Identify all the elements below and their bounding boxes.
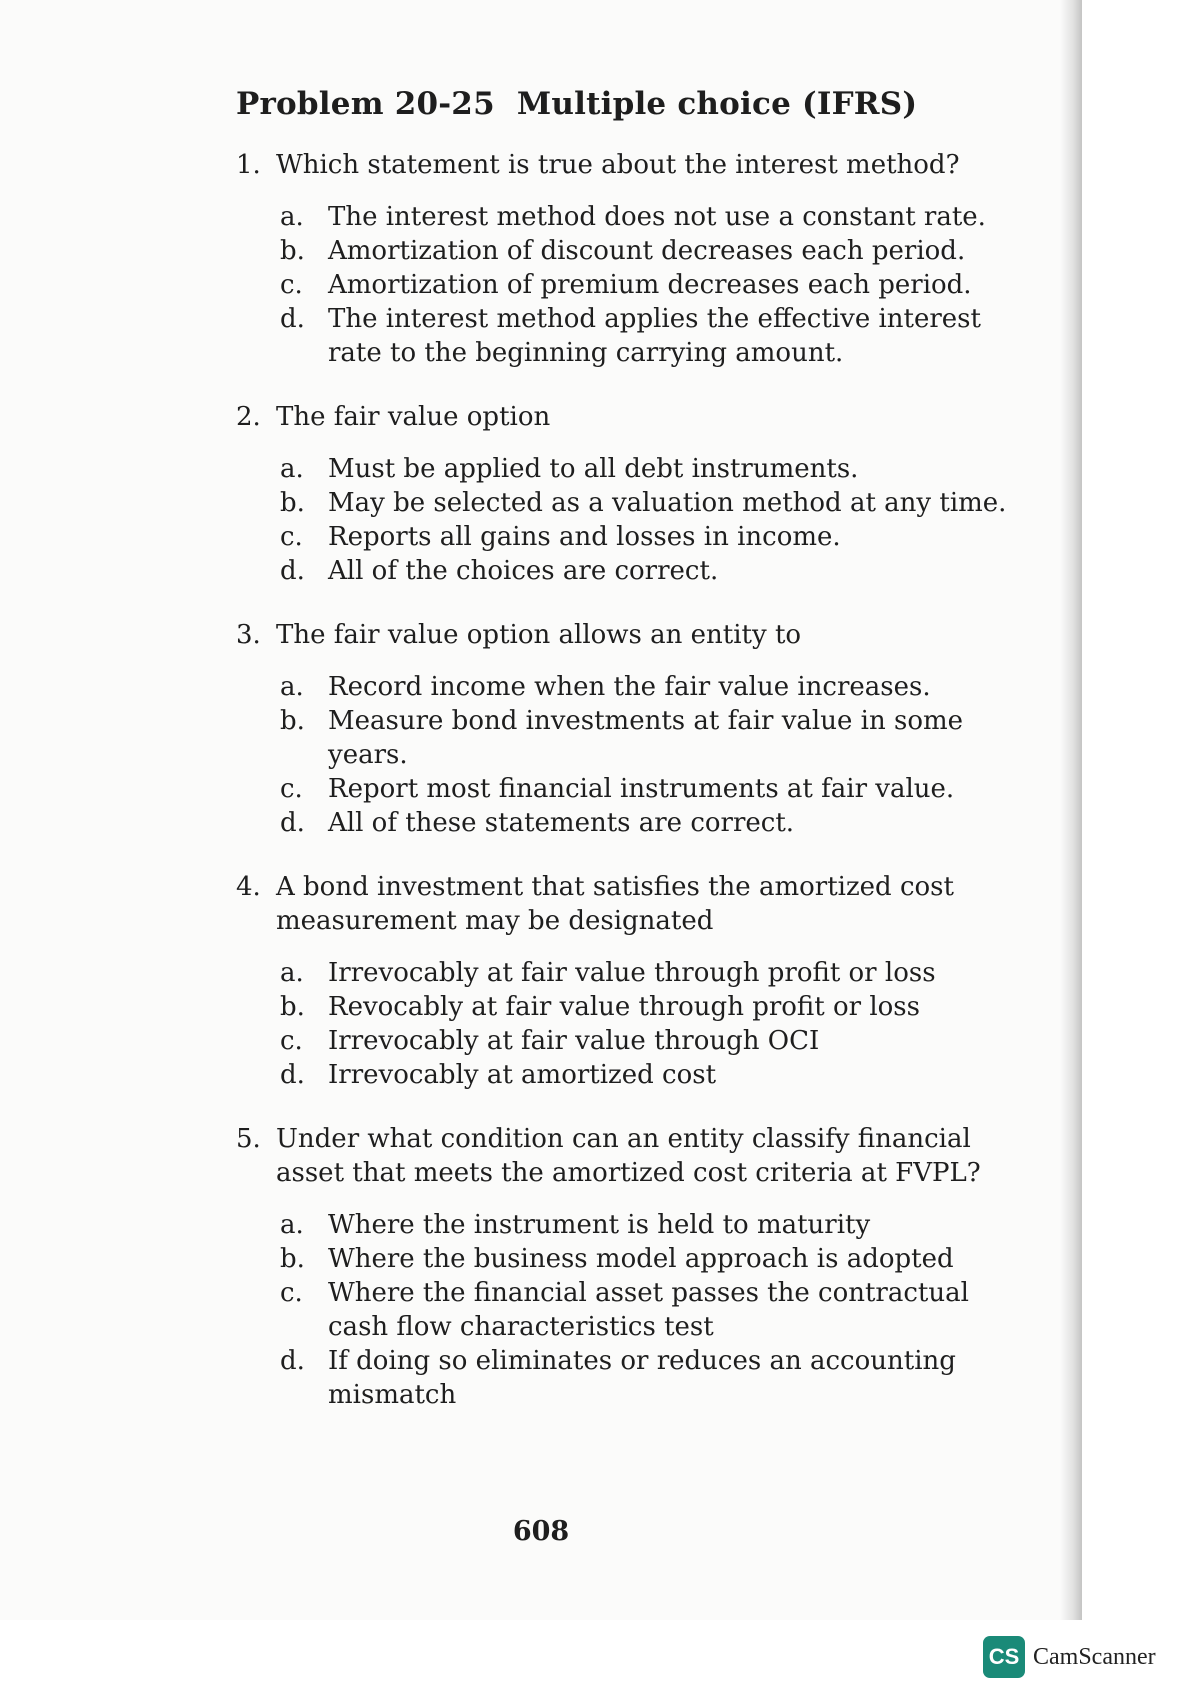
option-c (280, 772, 1036, 806)
option-b (280, 704, 1036, 772)
option-text: Where the financial asset passes the contractual cash flow characteristics test (328, 1278, 969, 1342)
option-letter: a. (280, 1210, 304, 1240)
option-letter: c. (280, 774, 303, 804)
option-text: May be selected as a valuation method at any time. (328, 488, 1007, 518)
option-letter: c. (280, 270, 303, 300)
option-text: Amortization of discount decreases each period. (328, 236, 966, 266)
option-a (280, 200, 1036, 234)
question-text: Under what condition can an entity classify financial asset that meets the amortized cost criteria at FVPL? (276, 1124, 981, 1188)
page-content (236, 86, 1036, 1442)
option-text: Where the business model approach is adopted (328, 1244, 954, 1274)
question-number: 1. (236, 150, 261, 180)
camscanner-name: CamScanner (1033, 1643, 1156, 1670)
option-b (280, 486, 1036, 520)
option-text: All of these statements are correct. (328, 808, 795, 838)
question-number: 2. (236, 402, 261, 432)
option-text: Must be applied to all debt instruments. (328, 454, 859, 484)
option-d (280, 806, 1036, 840)
option-a (280, 1208, 1036, 1242)
option-text: Revocably at fair value through profit or loss (328, 992, 920, 1022)
question-text: A bond investment that satisfies the amortized cost measurement may be designated (276, 872, 954, 936)
option-text: Amortization of premium decreases each period. (328, 270, 972, 300)
option-letter: a. (280, 454, 304, 484)
question-2 (236, 400, 1036, 588)
camscanner-watermark (983, 1636, 1156, 1678)
option-text: If doing so eliminates or reduces an accounting mismatch (328, 1346, 956, 1410)
question-text: The fair value option (276, 402, 551, 432)
option-letter: b. (280, 488, 305, 518)
option-letter: d. (280, 1346, 305, 1376)
option-list (236, 452, 1036, 588)
option-list (236, 956, 1036, 1092)
page-edge-shadow (1060, 0, 1082, 1620)
option-list (236, 200, 1036, 370)
problem-heading: Multiple choice (IFRS) (516, 86, 918, 122)
option-letter: d. (280, 304, 305, 334)
option-text: Record income when the fair value increases. (328, 672, 931, 702)
option-text: Irrevocably at fair value through OCI (328, 1026, 820, 1056)
option-a (280, 670, 1036, 704)
option-text: Irrevocably at fair value through profit or loss (328, 958, 936, 988)
option-letter: d. (280, 556, 305, 586)
question-number: 3. (236, 620, 261, 650)
option-a (280, 956, 1036, 990)
option-letter: c. (280, 522, 303, 552)
option-d (280, 302, 1036, 370)
option-c (280, 268, 1036, 302)
question-text: Which statement is true about the interest method? (276, 150, 960, 180)
option-text: Irrevocably at amortized cost (328, 1060, 717, 1090)
option-text: Reports all gains and losses in income. (328, 522, 841, 552)
option-text: Measure bond investments at fair value in some years. (328, 706, 964, 770)
option-letter: d. (280, 1060, 305, 1090)
question-5 (236, 1122, 1036, 1412)
problem-number: Problem 20-25 (236, 86, 495, 122)
option-text: All of the choices are correct. (328, 556, 719, 586)
question-1 (236, 148, 1036, 370)
option-letter: a. (280, 202, 304, 232)
option-letter: b. (280, 992, 305, 1022)
option-b (280, 234, 1036, 268)
option-c (280, 1024, 1036, 1058)
question-number: 4. (236, 872, 261, 902)
page-number: 608 (512, 1516, 570, 1547)
option-letter: b. (280, 1244, 305, 1274)
option-d (280, 1058, 1036, 1092)
question-text: The fair value option allows an entity to (276, 620, 802, 650)
option-d (280, 554, 1036, 588)
option-text: The interest method does not use a constant rate. (328, 202, 986, 232)
option-c (280, 520, 1036, 554)
option-letter: a. (280, 672, 304, 702)
option-b (280, 1242, 1036, 1276)
option-letter: c. (280, 1026, 303, 1056)
option-letter: d. (280, 808, 305, 838)
option-text: Where the instrument is held to maturity (328, 1210, 871, 1240)
camscanner-logo-icon: CS (983, 1636, 1025, 1678)
option-list (236, 1208, 1036, 1412)
option-b (280, 990, 1036, 1024)
option-letter: c. (280, 1278, 303, 1308)
problem-title (236, 86, 1036, 122)
question-number: 5. (236, 1124, 261, 1154)
option-text: Report most financial instruments at fair value. (328, 774, 955, 804)
option-list (236, 670, 1036, 840)
option-text: The interest method applies the effective interest rate to the beginning carrying amount. (328, 304, 981, 368)
option-a (280, 452, 1036, 486)
question-4 (236, 870, 1036, 1092)
option-letter: b. (280, 236, 305, 266)
question-3 (236, 618, 1036, 840)
option-c (280, 1276, 1036, 1344)
option-letter: b. (280, 706, 305, 736)
option-letter: a. (280, 958, 304, 988)
option-d (280, 1344, 1036, 1412)
